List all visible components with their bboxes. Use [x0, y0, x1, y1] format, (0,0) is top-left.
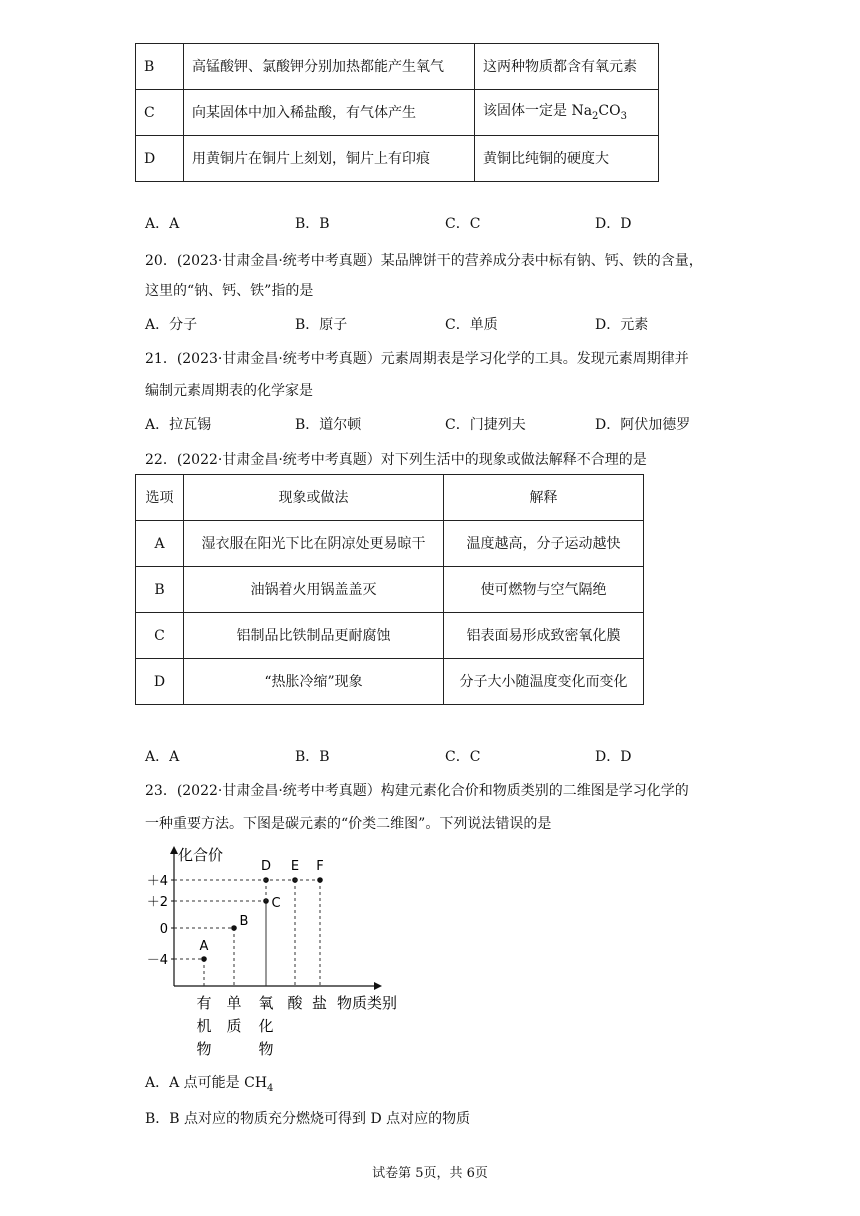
explanation-cell: 温度越高，分子运动越快 [444, 521, 644, 567]
option-c[interactable]: C．单质 [445, 317, 498, 333]
option-a[interactable]: A．A [145, 216, 180, 232]
table-header-row [136, 475, 644, 521]
phenomenon-cell: 油锅着火用锅盖盖灭 [184, 567, 444, 613]
q19-options [145, 213, 785, 233]
q21-options [145, 414, 785, 434]
valence-category-chart [130, 840, 410, 1060]
point-label: E [290, 859, 300, 874]
y-axis-arrow-icon [170, 846, 178, 854]
option-a[interactable]: A．分子 [145, 317, 198, 333]
header-explanation: 解释 [444, 475, 644, 521]
q23-stem-line2: 一种重要方法。下图是碳元素的“价类二维图”。下列说法错误的是 [145, 816, 552, 832]
explanation-cell: 铝表面易形成致密氧化膜 [444, 613, 644, 659]
data-point [231, 925, 237, 931]
option-b[interactable]: B．道尔顿 [295, 417, 362, 433]
x-category-label: 化 [258, 1017, 274, 1035]
table-row [136, 613, 644, 659]
explanation-cell: 黄铜比纯铜的硬度大 [475, 136, 659, 182]
option-cell: D [136, 659, 184, 705]
option-cell: C [136, 613, 184, 659]
q22-table [135, 474, 644, 705]
y-tick-label: －4 [146, 953, 168, 968]
phenomenon-cell: 用黄铜片在铜片上刻划，铜片上有印痕 [184, 136, 475, 182]
option-c[interactable]: C．C [445, 749, 481, 765]
table-row [136, 44, 659, 90]
point-label: C [271, 896, 281, 911]
q19-table [135, 43, 659, 182]
option-d[interactable]: D．阿伏加德罗 [595, 417, 691, 433]
option-b[interactable]: B．B [295, 749, 330, 765]
option-d[interactable]: D．D [595, 749, 632, 765]
x-category-label: 物 [196, 1040, 212, 1058]
point-label: A [199, 939, 209, 954]
explanation-cell: 该固体一定是 $Na_2CO_3$ [475, 90, 659, 136]
x-category-label: 单 [226, 994, 242, 1012]
x-axis-arrow-icon [374, 982, 382, 990]
x-category-label: 质 [226, 1017, 242, 1035]
page-footer: 试卷第 5页，共 6页 [372, 1166, 488, 1181]
explanation-cell: 这两种物质都含有氧元素 [475, 44, 659, 90]
option-cell: B [136, 44, 184, 90]
option-d[interactable]: D．元素 [595, 317, 649, 333]
y-tick-label: ＋2 [146, 895, 168, 910]
point-label: D [260, 859, 272, 874]
q23-option-a[interactable]: A．A 点可能是 $CH_4$ [145, 1075, 274, 1094]
option-c[interactable]: C．门捷列夫 [445, 417, 526, 433]
y-tick-label: ＋4 [146, 874, 168, 889]
option-cell: C [136, 90, 184, 136]
option-cell: A [136, 521, 184, 567]
header-phenomenon: 现象或做法 [184, 475, 444, 521]
table-row [136, 90, 659, 136]
data-point [317, 877, 323, 883]
x-category-label: 有 [196, 994, 212, 1012]
q20-stem-line2: 这里的“钠、钙、铁”指的是 [145, 283, 314, 299]
q21-stem-line2: 编制元素周期表的化学家是 [145, 383, 313, 399]
q22-options [145, 746, 785, 766]
phenomenon-cell: 铝制品比铁制品更耐腐蚀 [184, 613, 444, 659]
q23-stem-line1: 23．(2022·甘肃金昌·统考中考真题）构建元素化合价和物质类别的二维图是学习化学的 [145, 783, 689, 799]
table-row [136, 567, 644, 613]
option-cell: B [136, 567, 184, 613]
y-tick-label: 0 [159, 922, 168, 937]
q20-stem-line1: 20．(2023·甘肃金昌·统考中考真题）某品牌饼干的营养成分表中标有钠、钙、铁的含量， [145, 253, 703, 269]
table-row [136, 659, 644, 705]
table-row [136, 521, 644, 567]
option-c[interactable]: C．C [445, 216, 481, 232]
phenomenon-cell: 向某固体中加入稀盐酸，有气体产生 [184, 90, 475, 136]
explanation-cell: 分子大小随温度变化而变化 [444, 659, 644, 705]
phenomenon-cell: 高锰酸钾、氯酸钾分别加热都能产生氧气 [184, 44, 475, 90]
option-a[interactable]: A．A [145, 749, 180, 765]
q21-stem-line1: 21．(2023·甘肃金昌·统考中考真题）元素周期表是学习化学的工具。发现元素周期律并 [145, 351, 689, 367]
x-category-label: 酸 [287, 994, 303, 1012]
point-label: F [316, 859, 324, 874]
x-category-label: 氧 [258, 994, 274, 1012]
q20-options [145, 314, 785, 334]
option-b[interactable]: B．原子 [295, 317, 348, 333]
phenomenon-cell: 湿衣服在阳光下比在阴凉处更易晾干 [184, 521, 444, 567]
table-row [136, 136, 659, 182]
point-label: B [239, 914, 249, 929]
explanation-cell: 使可燃物与空气隔绝 [444, 567, 644, 613]
x-category-label: 盐 [312, 994, 328, 1012]
data-point [201, 956, 207, 962]
y-axis-label: 化合价 [178, 846, 224, 864]
phenomenon-cell: “热胀冷缩”现象 [184, 659, 444, 705]
option-d[interactable]: D．D [595, 216, 632, 232]
q23-option-b[interactable]: B．B 点对应的物质充分燃烧可得到 D 点对应的物质 [145, 1111, 471, 1127]
option-a[interactable]: A．拉瓦锡 [145, 417, 212, 433]
x-category-label: 机 [196, 1017, 212, 1035]
x-category-label: 物 [258, 1040, 274, 1058]
x-axis-label: 物质类别 [337, 994, 398, 1012]
header-option: 选项 [136, 475, 184, 521]
option-b[interactable]: B．B [295, 216, 330, 232]
option-cell: D [136, 136, 184, 182]
q22-stem: 22．(2022·甘肃金昌·统考中考真题）对下列生活中的现象或做法解释不合理的是 [145, 452, 647, 468]
